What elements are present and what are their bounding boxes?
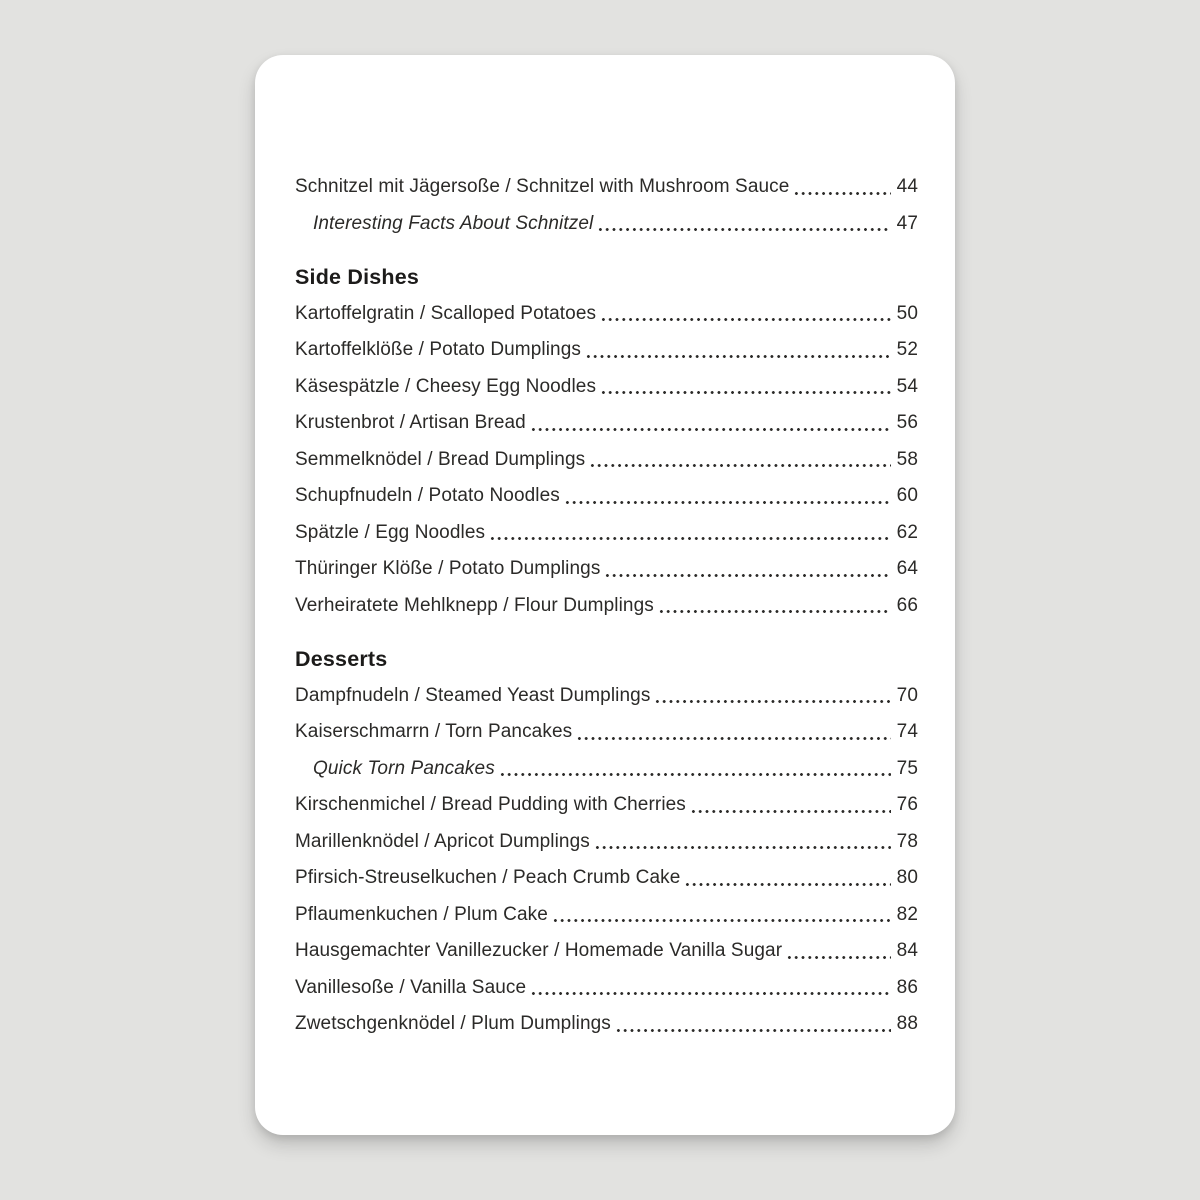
toc-entry-page: 66 (896, 594, 918, 616)
toc-entry (295, 897, 918, 934)
toc-entry (295, 787, 918, 824)
dot-leader (576, 714, 890, 751)
dot-leader (604, 551, 890, 588)
toc-entry (295, 369, 918, 406)
dot-leader (585, 332, 891, 369)
toc-entry (295, 442, 918, 479)
toc-entry-title: Verheiratete Mehlknepp / Flour Dumplings (295, 594, 654, 616)
dot-leader (564, 478, 891, 515)
toc-entry (295, 588, 918, 625)
toc-entry-page: 86 (896, 976, 918, 998)
toc-entry-page: 44 (896, 176, 918, 198)
toc-entry-title: Kaiserschmarrn / Torn Pancakes (295, 721, 573, 743)
toc-entry (295, 405, 918, 442)
toc-entry-page: 75 (896, 757, 918, 779)
toc-entry-title: Interesting Facts About Schnitzel (313, 212, 594, 234)
toc-entry-page: 60 (896, 485, 918, 507)
dot-leader (684, 860, 890, 897)
dot-leader (600, 369, 891, 406)
toc-entry-title: Quick Torn Pancakes (313, 757, 495, 779)
dot-leader (786, 933, 891, 970)
toc-entry-page: 56 (896, 412, 918, 434)
toc-entry (295, 478, 918, 515)
toc-entry-title: Schnitzel mit Jägersoße / Schnitzel with Mushroom Sauce (295, 176, 790, 198)
toc-entry (295, 169, 918, 206)
toc-entry (295, 332, 918, 369)
toc-entry-page: 58 (896, 448, 918, 470)
toc-entry-title: Käsespätzle / Cheesy Egg Noodles (295, 375, 597, 397)
toc-entry-title: Pflaumenkuchen / Plum Cake (295, 903, 548, 925)
toc-entry-title: Zwetschgenknödel / Plum Dumplings (295, 1013, 611, 1035)
toc-entry-page: 64 (896, 558, 918, 580)
toc-entry (295, 1006, 918, 1043)
toc-entry (295, 206, 918, 243)
dot-leader (499, 751, 891, 788)
toc-entry (295, 933, 918, 970)
toc-entry-title: Kartoffelklöße / Potato Dumplings (295, 339, 581, 361)
toc-entry-title: Semmelknödel / Bread Dumplings (295, 448, 586, 470)
toc-section (295, 169, 918, 242)
toc-entry (295, 714, 918, 751)
section-heading: Side Dishes (295, 264, 420, 289)
toc-entry-title: Hausgemachter Vanillezucker / Homemade Vanilla Sugar (295, 940, 783, 962)
dot-leader (654, 678, 890, 715)
toc-entry-title: Vanillesoße / Vanilla Sauce (295, 976, 527, 998)
toc-entry-page: 52 (896, 339, 918, 361)
toc-section (295, 259, 918, 624)
dot-leader (615, 1006, 891, 1043)
toc-entry-page: 70 (896, 684, 918, 706)
toc-entry-title: Kirschenmichel / Bread Pudding with Cherries (295, 794, 686, 816)
toc-entry-title: Marillenknödel / Apricot Dumplings (295, 830, 590, 852)
toc-entry-page: 80 (896, 867, 918, 889)
toc-entry-page: 74 (896, 721, 918, 743)
toc-entry (295, 860, 918, 897)
toc-entry-page: 78 (896, 830, 918, 852)
toc-entry (295, 551, 918, 588)
toc-entry-title: Pfirsich-Streuselkuchen / Peach Crumb Cake (295, 867, 681, 889)
toc-entry-title: Krustenbrot / Artisan Bread (295, 412, 526, 434)
toc-entry-page: 84 (896, 940, 918, 962)
toc-entry-page: 62 (896, 521, 918, 543)
toc-entry-title: Kartoffelgratin / Scalloped Potatoes (295, 302, 597, 324)
toc-entry-page: 88 (896, 1013, 918, 1035)
section-heading: Desserts (295, 646, 388, 671)
toc-entry-title: Dampfnudeln / Steamed Yeast Dumplings (295, 684, 651, 706)
toc-entry (295, 751, 918, 788)
dot-leader (658, 588, 891, 625)
toc-entry-page: 47 (896, 212, 918, 234)
toc-entry-title: Schupfnudeln / Potato Noodles (295, 485, 560, 507)
dot-leader (530, 405, 891, 442)
toc-entry (295, 296, 918, 333)
toc-entry-page: 82 (896, 903, 918, 925)
toc-entry (295, 515, 918, 552)
toc-page-card (255, 55, 955, 1135)
toc-section (295, 641, 918, 1043)
table-of-contents (295, 169, 918, 1043)
dot-leader (793, 169, 890, 206)
dot-leader (594, 824, 891, 861)
toc-entry-page: 50 (896, 302, 918, 324)
toc-entry (295, 824, 918, 861)
dot-leader (597, 206, 890, 243)
dot-leader (530, 970, 890, 1007)
dot-leader (690, 787, 891, 824)
toc-entry (295, 678, 918, 715)
toc-entry-page: 54 (896, 375, 918, 397)
toc-entry-page: 76 (896, 794, 918, 816)
toc-entry-title: Spätzle / Egg Noodles (295, 521, 486, 543)
toc-entry (295, 970, 918, 1007)
toc-entry-title: Thüringer Klöße / Potato Dumplings (295, 558, 601, 580)
dot-leader (600, 296, 891, 333)
dot-leader (552, 897, 891, 934)
dot-leader (589, 442, 890, 479)
dot-leader (489, 515, 891, 552)
